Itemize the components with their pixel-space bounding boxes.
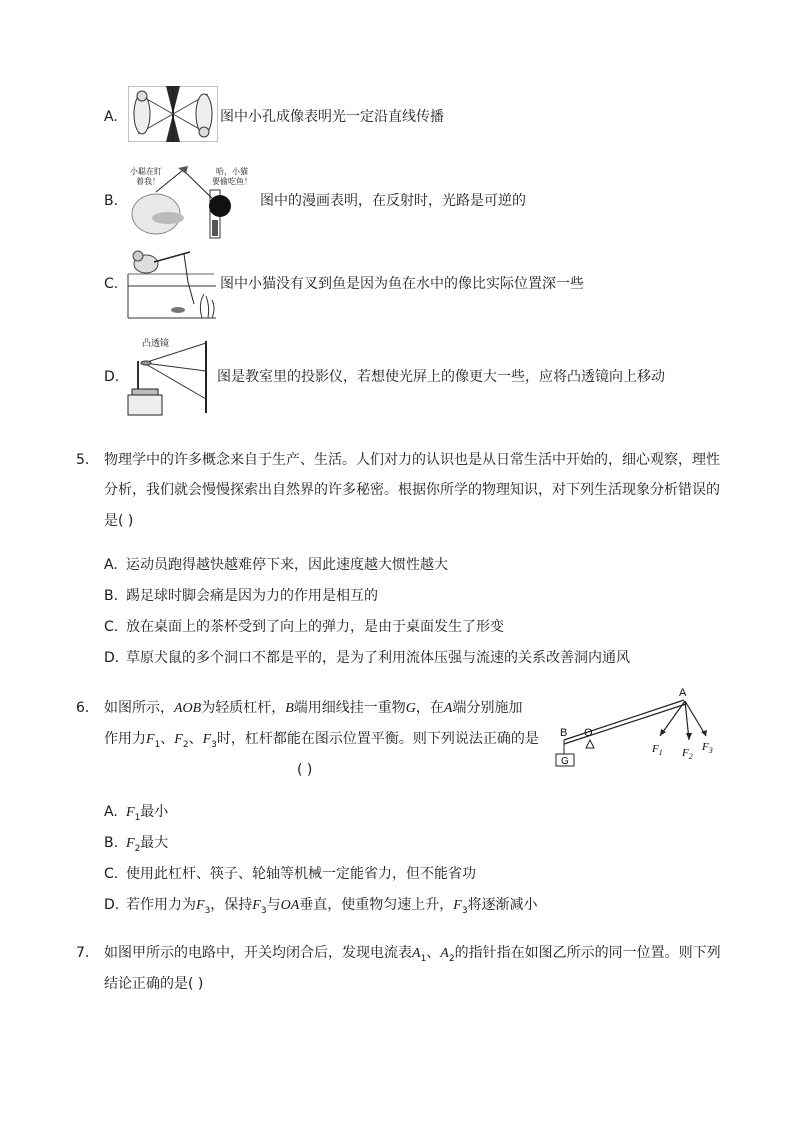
q6-option-a-text: $F_1$最小 xyxy=(126,804,169,823)
q4-option-a-text: 图中小孔成像表明光一定沿直线传播 xyxy=(220,109,444,125)
q7-stem-line-2: 结论正确的是( ) xyxy=(104,976,204,992)
weight-g-label: G xyxy=(561,756,569,767)
f1-label: $F_1$ xyxy=(652,743,663,757)
cat-fishing-figure xyxy=(124,244,218,320)
q6-option-c-letter: C. xyxy=(104,866,119,882)
q6-option-c-text: 使用此杠杆、筷子、轮轴等机械一定能省力，但不能省功 xyxy=(126,866,476,882)
projector-figure xyxy=(124,333,216,419)
q5-option-c-letter: C. xyxy=(104,619,119,635)
q6-option-b-letter: B. xyxy=(104,835,119,851)
q5-option-a-text: 运动员跑得越快越难停下来，因此速度越大惯性越大 xyxy=(126,557,448,573)
cartoon-caption-right-1: 哈，小猫 xyxy=(216,167,248,176)
q5-stem-line-3: 是( ) xyxy=(104,513,134,529)
q6-stem-line-2: 作用力$F_1$、$F_2$、$F_3$时，杠杆都能在图示位置平衡。则下列说法正确的是 xyxy=(104,731,539,750)
q6-option-b-text: $F_2$最大 xyxy=(126,835,169,854)
fulcrum-o xyxy=(586,740,594,748)
point-b-label: B xyxy=(560,727,568,739)
lever-figure xyxy=(552,686,724,770)
cartoon-caption-left-1: 小聪在盯 xyxy=(130,167,162,176)
q7-stem-line-1: 如图甲所示的电路中，开关均闭合后，发现电流表$A_1$、$A_2$的指针指在如图乙所示的同一位置。则下列 xyxy=(104,945,721,964)
lever-bar-top xyxy=(564,700,684,740)
convex-lens-label: 凸透镜 xyxy=(142,339,170,349)
q4-option-d-letter: D. xyxy=(104,369,120,385)
point-o-label: O xyxy=(584,727,593,739)
q6-option-d-text: 若作用力为$F_3$，保持$F_3$与OA垂直，使重物匀速上升，$F_3$将逐渐减小 xyxy=(126,897,538,916)
f2-label: $F_2$ xyxy=(682,747,693,761)
q7-number: 7. xyxy=(76,945,90,961)
q6-stem-line-1: 如图所示，AOB为轻质杠杆，B端用细线挂一重物G，在A端分别施加 xyxy=(104,700,523,716)
q4-option-a-letter: A. xyxy=(104,109,118,125)
q5-stem-line-1: 物理学中的许多概念来自于生产、生活。人们对力的认识也是从日常生活中开始的，细心观察，理性 xyxy=(104,452,720,468)
point-a-label: A xyxy=(679,687,687,699)
q5-option-c-text: 放在桌面上的茶杯受到了向上的弹力，是由于桌面发生了形变 xyxy=(126,619,504,635)
q5-stem-line-2: 分析，我们就会慢慢探索出自然界的许多秘密。根据你所学的物理知识，对下列生活现象分析错误的 xyxy=(104,482,720,498)
q5-option-d-text: 草原犬鼠的多个洞口不都是平的，是为了利用流体压强与流速的关系改善洞内通风 xyxy=(126,650,630,666)
q4-option-b-letter: B. xyxy=(104,193,119,209)
f3-label: $F_3$ xyxy=(702,741,713,755)
q5-option-a-letter: A. xyxy=(104,557,118,573)
q5-number: 5. xyxy=(76,452,90,468)
q4-option-d-text: 图是教室里的投影仪，若想使光屏上的像更大一些，应将凸透镜向上移动 xyxy=(217,369,665,385)
pinhole-image-figure xyxy=(128,86,218,142)
q6-answer-paren: ( ) xyxy=(297,762,313,778)
q4-option-b-text: 图中的漫画表明，在反射时，光路是可逆的 xyxy=(260,193,526,209)
q5-option-b-text: 踢足球时脚会痛是因为力的作用是相互的 xyxy=(126,588,378,604)
cartoon-caption-right-2: 要偷吃鱼！ xyxy=(212,177,252,186)
q5-option-d-letter: D. xyxy=(104,650,120,666)
q4-option-c-text: 图中小猫没有叉到鱼是因为鱼在水中的像比实际位置深一些 xyxy=(220,276,584,292)
cartoon-caption-left-2: 着我！ xyxy=(136,177,160,186)
q6-number: 6. xyxy=(76,700,90,716)
q6-option-d-letter: D. xyxy=(104,897,120,913)
q6-option-a-letter: A. xyxy=(104,804,118,820)
q5-option-b-letter: B. xyxy=(104,588,119,604)
q4-option-c-letter: C. xyxy=(104,276,119,292)
reflection-cartoon-figure xyxy=(128,162,258,240)
lever-bar-bottom xyxy=(564,704,686,744)
